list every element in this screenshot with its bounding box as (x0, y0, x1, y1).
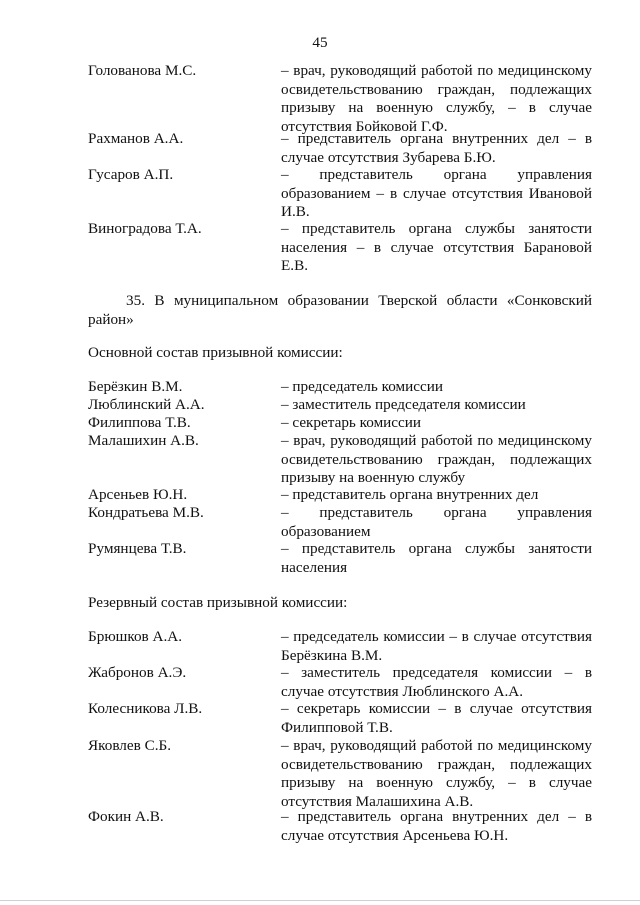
member-role: – врач, руководящий работой по медицинскому освидетельствованию граждан, подлежащих призыву на военную службу, – в случае отсутствия Малашихина А.В. (281, 737, 592, 810)
member-role: – заместитель председателя комиссии (281, 396, 526, 413)
member-role: – представитель органа управления образованием (281, 504, 592, 540)
member-name: Рахманов А.А. (88, 130, 184, 147)
reserve-composition-heading: Резервный состав призывной комиссии: (88, 594, 348, 611)
member-role: – секретарь комиссии (281, 414, 422, 431)
member-role: – представитель органа службы занятости населения – в случае отсутствия Барановой Е.В. (281, 220, 592, 274)
member-name: Арсеньев Ю.Н. (88, 486, 188, 503)
member-name: Виноградова Т.А. (88, 220, 202, 237)
member-name: Филиппова Т.В. (88, 414, 191, 431)
member-name: Румянцева Т.В. (88, 540, 187, 557)
member-role: – секретарь комиссии – в случае отсутствия Филипповой Т.В. (281, 700, 592, 736)
section-title: 35. В муниципальном образовании Тверской области «Сонковский район» (88, 292, 592, 328)
main-composition-heading: Основной состав призывной комиссии: (88, 344, 343, 361)
member-name: Брюшков А.А. (88, 628, 183, 645)
member-name: Кондратьева М.В. (88, 504, 204, 521)
page-bottom-divider (0, 900, 640, 901)
member-role: – представитель органа внутренних дел – в случае отсутствия Зубарева Б.Ю. (281, 130, 592, 166)
member-role: – заместитель председателя комиссии – в случае отсутствия Люблинского А.А. (281, 664, 592, 700)
member-name: Берёзкин В.М. (88, 378, 183, 395)
member-role: – представитель органа внутренних дел (281, 486, 539, 503)
member-name: Гусаров А.П. (88, 166, 174, 183)
member-role: – представитель органа управления образованием – в случае отсутствия Ивановой И.В. (281, 166, 592, 220)
member-name: Голованова М.С. (88, 62, 197, 79)
member-role: – председатель комиссии (281, 378, 443, 395)
member-name: Люблинский А.А. (88, 396, 205, 413)
page-number: 45 (312, 34, 328, 51)
member-name: Малашихин А.В. (88, 432, 199, 449)
member-name: Яковлев С.Б. (88, 737, 172, 754)
member-role: – председатель комиссии – в случае отсутствия Берёзкина В.М. (281, 628, 592, 664)
member-name: Колесникова Л.В. (88, 700, 203, 717)
member-role: – представитель органа внутренних дел – в случае отсутствия Арсеньева Ю.Н. (281, 808, 592, 844)
member-role: – врач, руководящий работой по медицинскому освидетельствованию граждан, подлежащих призыву на военную службу, – в случае отсутствия Бойковой Г.Ф. (281, 62, 592, 135)
member-name: Жабронов А.Э. (88, 664, 187, 681)
member-role: – врач, руководящий работой по медицинскому освидетельствованию граждан, подлежащих призыву на военную службу (281, 432, 592, 486)
member-name: Фокин А.В. (88, 808, 164, 825)
member-role: – представитель органа службы занятости населения (281, 540, 592, 576)
